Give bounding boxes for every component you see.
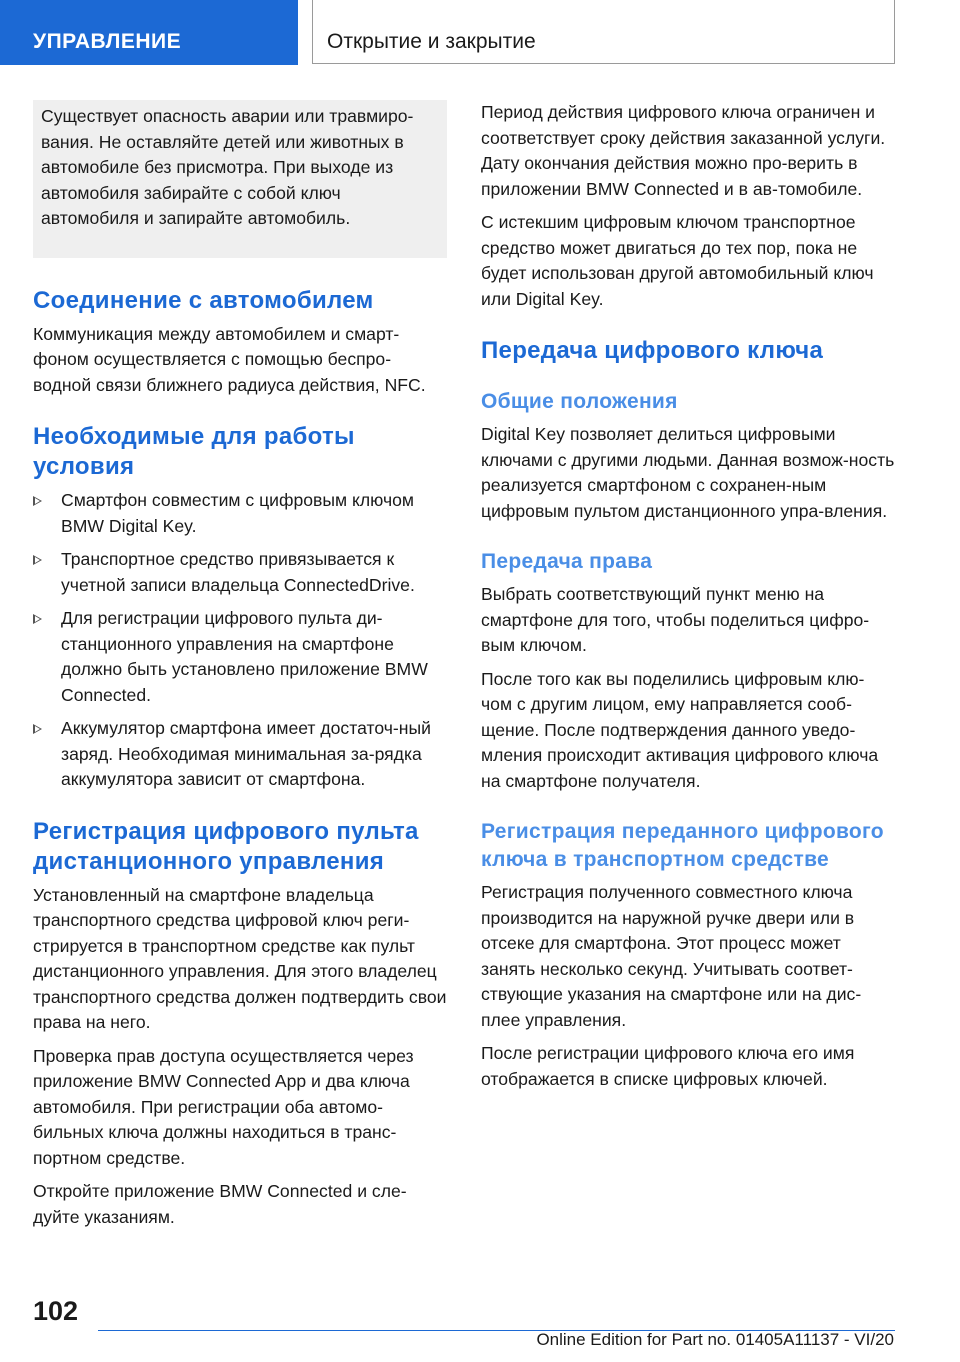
heading-connection: Соединение с автомобилем <box>33 286 374 314</box>
general-text: Digital Key позволяет делиться цифровыми ключами с другими людьми. Данная возмож-ность реализуется смартфоном с сохранен-ным цифровым пультом дистанционного упра-вления. <box>481 424 895 521</box>
registered-key-text-1: Регистрация полученного совместного ключа производится на наружной ручке двери или в отсеке для смартфона. Этот процесс может занять несколько секунд. Учитывать соответ-ствующие указания на смартфоне или на дис-плее управления. <box>481 882 862 1030</box>
header-divider <box>312 0 313 64</box>
validity-text-2: С истекшим цифровым ключом транспортное средство может двигаться до тех пор, пока не будет использован другой автомобильный ключ или Digital Key. <box>481 212 874 309</box>
heading-transfer: Передача цифрового ключа <box>481 337 824 364</box>
page-number: 102 <box>33 1296 79 1326</box>
warning-text: Существует опасность аварии или травмиро-вания. Не оставляйте детей или животных в автомобиле без присмотра. При выходе из автомобиля забирайте с собой ключ автомобиля и запирайте автомобиль. <box>41 106 414 228</box>
footer-edition: Online Edition for Part no. 01405A11137 - VI/20 <box>536 1330 894 1349</box>
warning-box <box>33 100 447 258</box>
validity-text-1: Период действия цифрового ключа ограничен и соответствует сроку действия заказанной услуги. Дату окончания действия можно про-верить в приложении BMW Connected и в ав-томобиле. <box>481 102 886 199</box>
triangle-bullet-icon <box>33 724 42 734</box>
heading-general: Общие положения <box>481 390 678 413</box>
heading-conditions: Необходимые для работы условия <box>33 423 355 480</box>
section-tab <box>0 0 298 65</box>
list-item-text: Транспортное средство привязывается к учетной записи владельца ConnectedDrive. <box>61 549 415 595</box>
heading-registered-key: Регистрация переданного цифрового ключа в транспортном средстве <box>481 820 884 871</box>
left-column <box>33 100 447 1238</box>
list-item-text: Для регистрации цифрового пульта ди-станционного управления на смартфоне должно быть установлено приложение BMW Connected. <box>61 608 428 705</box>
triangle-bullet-icon <box>33 496 42 506</box>
rights-text-2: После того как вы поделились цифровым клю-чом с другим лицом, ему направляется сооб-щение. После подтверждения данного уведо-мления происходит активация цифрового ключа на смартфоне получателя. <box>481 668 879 791</box>
right-column <box>481 100 895 1100</box>
header-divider-right <box>894 0 895 64</box>
triangle-bullet-icon <box>33 614 42 624</box>
registration-text-1: Установленный на смартфоне владельца транспортного средства цифровой ключ реги-стрируется в транспортном средстве как пульт дистанционного управления. Для этого владелец транспортного средства должен подтвердить свои права на него. <box>33 884 447 1032</box>
header-underline <box>312 63 895 64</box>
list-item-text: Аккумулятор смартфона имеет достаточ-ный заряд. Необходимая минимальная за-рядка аккумулятора зависит от смартфона. <box>61 718 431 789</box>
chapter-title: Открытие и закрытие <box>327 30 536 53</box>
list-item <box>33 716 447 793</box>
connection-text: Коммуникация между автомобилем и смарт-фоном осуществляется с помощью беспро-водной связи ближнего радиуса действия, NFC. <box>33 323 426 395</box>
triangle-bullet-icon <box>33 555 42 565</box>
list-item <box>33 547 447 598</box>
registration-text-2: Проверка прав доступа осуществляется через приложение BMW Connected App и два ключа автомобиля. При регистрации оба автомо-бильных ключа должны находиться в транс-портном средстве. <box>33 1045 414 1168</box>
conditions-list <box>33 488 447 793</box>
rights-text-1: Выбрать соответствующий пункт меню на смартфоне для того, чтобы поделиться цифро-вым ключом. <box>481 584 870 655</box>
registered-key-text-2: После регистрации цифрового ключа его имя отображается в списке цифровых ключей. <box>481 1043 855 1089</box>
list-item <box>33 606 447 708</box>
list-item <box>33 488 447 539</box>
list-item-text: Смартфон совместим с цифровым ключом BMW Digital Key. <box>61 490 415 536</box>
heading-rights: Передача права <box>481 550 653 573</box>
section-label: УПРАВЛЕНИЕ <box>33 30 182 53</box>
heading-registration: Регистрация цифрового пульта дистанционного управления <box>33 817 419 875</box>
registration-text-3: Откройте приложение BMW Connected и сле-дуйте указаниям. <box>33 1181 407 1227</box>
